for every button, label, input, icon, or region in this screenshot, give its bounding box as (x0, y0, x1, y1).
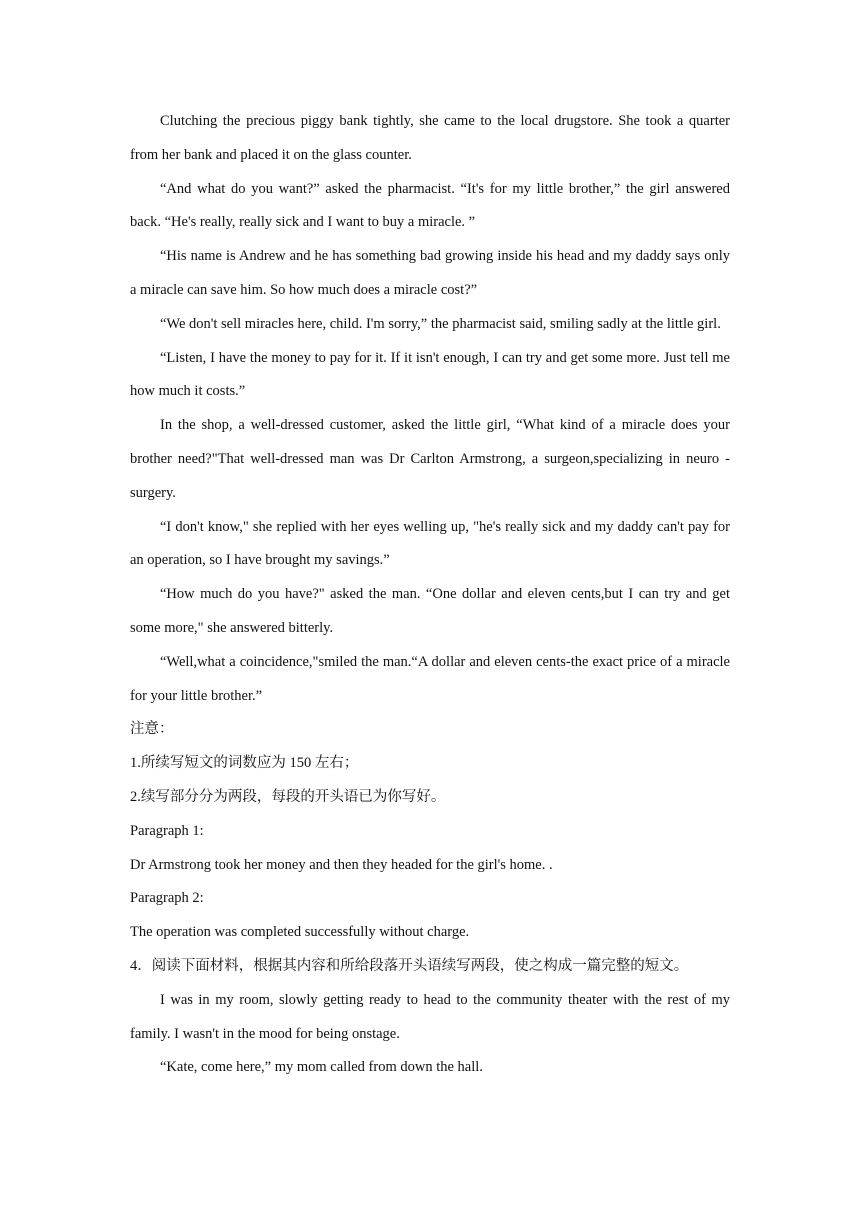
question-4-paragraph-1: I was in my room, slowly getting ready to head to the community theater with the rest of my family. I wasn't in the mood for being onstage. (130, 991, 730, 1042)
question-4-prompt: 4．阅读下面材料，根据其内容和所给段落开头语续写两段，使之构成一篇完整的短文。 (130, 957, 689, 974)
story-paragraph-2: “And what do you want?” asked the pharmacist. “It's for my little brother,” the girl answered back. “He's really, really sick and I want to buy a miracle. ” (130, 180, 730, 231)
story-paragraph-5: “Listen, I have the money to pay for it. If it isn't enough, I can try and get some more. Just tell me how much it costs.” (130, 349, 730, 400)
notes-item-paragraphs: 2.续写部分分为两段，每段的开头语已为你写好。 (130, 788, 446, 805)
story-paragraph-4: “We don't sell miracles here, child. I'm sorry,” the pharmacist said, smiling sadly at the little girl. (160, 315, 721, 332)
paragraph-2-opening: The operation was completed successfully without charge. (130, 924, 470, 941)
paragraph-1-opening: Dr Armstrong took her money and then they headed for the girl's home. . (130, 856, 553, 873)
story-paragraph-8: “How much do you have?" asked the man. “One dollar and eleven cents,but I can try and get some more," she answered bitterly. (130, 586, 730, 636)
story-paragraph-6: In the shop, a well-dressed customer, asked the little girl, “What kind of a miracle does your brother need?"That well-dressed man was Dr Carlton Armstrong, a surgeon,specializing in neuro - surgery. (130, 417, 730, 501)
story-paragraph-7: “I don't know," she replied with her eyes welling up, "he's really sick and my daddy can't pay for an operation, so I have brought my savings.” (130, 518, 730, 569)
paragraph-2-label: Paragraph 2: (130, 890, 204, 907)
story-paragraph-3: “His name is Andrew and he has something bad growing inside his head and my daddy says only a miracle can save him. So how much does a miracle cost?” (130, 248, 730, 298)
question-4-paragraph-2: “Kate, come here,” my mom called from down the hall. (160, 1059, 483, 1076)
story-paragraph-9: “Well,what a coincidence,"smiled the man.“A dollar and eleven cents-the exact price of a miracle for your little brother.” (130, 653, 730, 704)
notes-heading: 注意： (130, 721, 174, 738)
document-body (130, 105, 730, 1085)
paragraph-1-label: Paragraph 1: (130, 822, 204, 839)
notes-item-word-count: 1.所续写短文的词数应为 150 左右； (130, 755, 359, 772)
story-paragraph-1: Clutching the precious piggy bank tightly, she came to the local drugstore. She took a quarter from her bank and placed it on the glass counter. (130, 113, 730, 163)
